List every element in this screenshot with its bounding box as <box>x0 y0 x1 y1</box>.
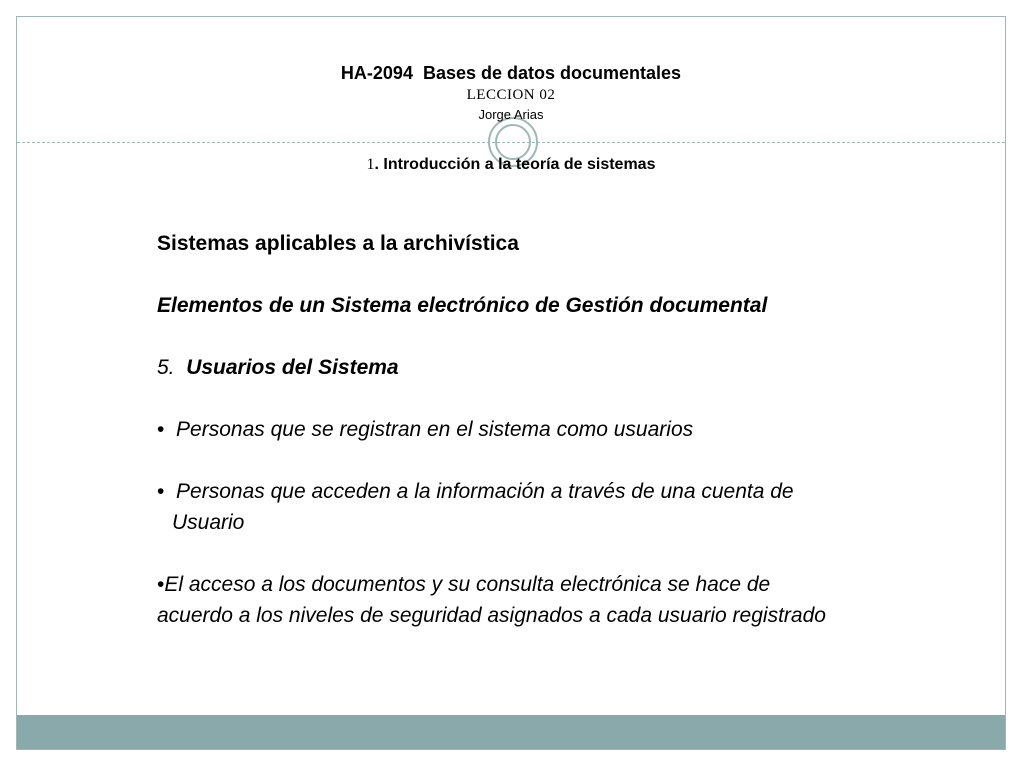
bullet-text: Personas que acceden a la información a través de una cuenta de <box>176 480 794 503</box>
item-number: 5. <box>157 356 175 379</box>
item-title: Usuarios del Sistema <box>186 356 399 379</box>
author-name: Jorge Arias <box>478 107 544 122</box>
section-title: . Introducción a la teoría de sistemas <box>374 156 656 173</box>
section-heading <box>17 154 1005 176</box>
section-number: 1 <box>366 156 375 173</box>
slide-header <box>17 61 1005 125</box>
slide-content <box>157 228 987 631</box>
bullet-item <box>157 569 987 600</box>
content-subheading: Elementos de un Sistema electrónico de Gestión documental <box>157 294 768 317</box>
bullet-marker: • <box>157 418 165 441</box>
footer-band <box>17 715 1005 749</box>
bullet-marker: • <box>157 480 165 503</box>
bullet-continuation: Usuario <box>172 511 245 534</box>
bullet-text: Personas que se registran en el sistema como usuarios <box>176 418 694 441</box>
bullet-marker: • <box>157 573 165 596</box>
lesson-label: LECCION 02 <box>466 87 556 103</box>
bullet-continuation: acuerdo a los niveles de seguridad asignados a cada usuario registrado <box>157 604 826 627</box>
numbered-item <box>157 352 987 383</box>
content-heading: Sistemas aplicables a la archivística <box>157 232 519 255</box>
bullet-item <box>157 414 987 445</box>
bullet-item <box>157 476 987 507</box>
bullet-text: El acceso a los documentos y su consulta electrónica se hace de <box>164 573 771 596</box>
course-title: HA-2094 Bases de datos documentales <box>340 63 682 83</box>
